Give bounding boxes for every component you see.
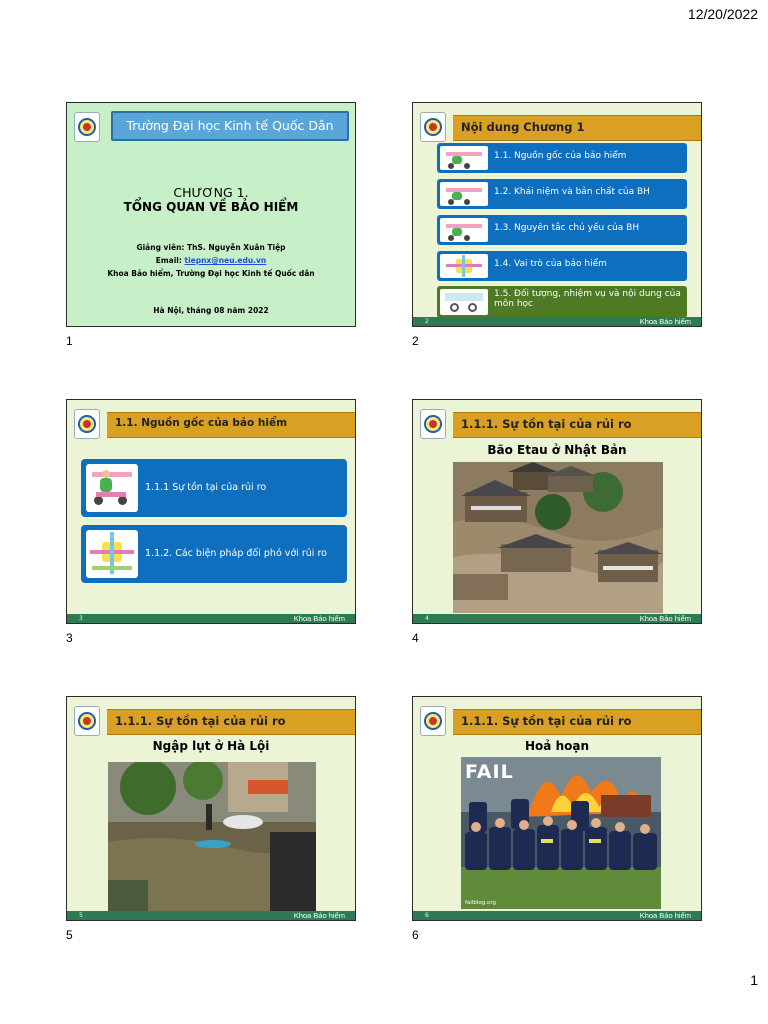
- scooter-icon: [440, 146, 488, 170]
- footer-slide-no: 5: [79, 912, 83, 919]
- footer-label: Khoa Bảo hiểm: [639, 911, 691, 920]
- menu-item-1-5[interactable]: [437, 286, 687, 318]
- menu-label: 1.1. Nguồn gốc của bảo hiểm: [494, 151, 627, 161]
- menu-item-1-4[interactable]: [437, 251, 687, 281]
- image-caption: Ngập lụt ở Hà Lội: [152, 739, 270, 753]
- heading-bar: [453, 709, 701, 735]
- university-logo: [420, 706, 446, 736]
- department: Khoa Bảo hiểm, Trường Đại học Kinh tế Quốc dân: [107, 269, 315, 278]
- footer-slide-no: 3: [79, 615, 83, 622]
- scooter-icon: [86, 464, 138, 512]
- slide-heading: 1.1.1. Sự tồn tại của rủi ro: [461, 417, 632, 431]
- menu-label: 1.2. Khái niệm và bản chất của BH: [494, 187, 650, 197]
- university-logo: [420, 112, 446, 142]
- slide-heading: 1.1. Nguồn gốc của bảo hiểm: [115, 417, 288, 429]
- slide-footer: [413, 911, 701, 920]
- slide-footer: [67, 614, 355, 623]
- university-logo: [74, 706, 100, 736]
- section-item-1-1-2[interactable]: [81, 525, 347, 583]
- slide-footer: [413, 317, 701, 326]
- fire-photo: [461, 757, 661, 909]
- footer-label: Khoa Bảo hiểm: [293, 911, 345, 920]
- flooded-street-illustration: [108, 762, 316, 912]
- image-caption: Hoả hoạn: [525, 739, 589, 753]
- crayons-icon: [86, 530, 138, 578]
- chapter-title: TỔNG QUAN VỀ BẢO HIỂM: [123, 200, 299, 214]
- university-logo: [74, 409, 100, 439]
- email-link[interactable]: tiepnx@neu.edu.vn: [184, 256, 267, 265]
- print-date: 12/20/2022: [687, 6, 758, 22]
- slide-number-1: 1: [66, 334, 73, 348]
- lecturer: Giảng viên: ThS. Nguyễn Xuân Tiệp: [136, 243, 286, 252]
- slide-number-4: 4: [412, 631, 419, 645]
- menu-label: 1.3. Nguyên tắc chủ yếu của BH: [494, 223, 640, 233]
- slide-number-6: 6: [412, 928, 419, 942]
- slide-1[interactable]: [66, 102, 356, 327]
- menu-label: 1.5. Đối tượng, nhiệm vụ và nội dung của môn học: [494, 289, 681, 309]
- section-item-1-1-1[interactable]: [81, 459, 347, 517]
- footer-label: Khoa Bảo hiểm: [293, 614, 345, 623]
- slide-footer: [413, 614, 701, 623]
- university-logo: [74, 112, 100, 142]
- heading-bar: [453, 115, 701, 141]
- footer-label: Khoa Bảo hiểm: [639, 614, 691, 623]
- crayons-icon: [440, 254, 488, 278]
- fail-caption: FAIL: [465, 761, 514, 783]
- slide-number-3: 3: [66, 631, 73, 645]
- chapter-label: CHƯƠNG 1.: [173, 185, 249, 200]
- university-logo: [420, 409, 446, 439]
- section-label: 1.1.1 Sự tồn tại của rủi ro: [145, 482, 267, 493]
- watermark: failblog.org: [465, 900, 497, 906]
- scooter-icon: [440, 218, 488, 242]
- university-banner: [111, 111, 349, 141]
- slide-heading: 1.1.1. Sự tồn tại của rủi ro: [115, 714, 286, 728]
- slide-number-2: 2: [412, 334, 419, 348]
- email-label: Email:: [155, 256, 185, 265]
- slide-heading: 1.1.1. Sự tồn tại của rủi ro: [461, 714, 632, 728]
- slide-number-5: 5: [66, 928, 73, 942]
- menu-item-1-1[interactable]: [437, 143, 687, 173]
- section-label: 1.1.2. Các biện pháp đối phó với rủi ro: [145, 548, 327, 559]
- flood-houses-illustration: [453, 462, 663, 613]
- footer-label: Khoa Bảo hiểm: [639, 317, 691, 326]
- email-line: [67, 256, 355, 265]
- heading-bar: [453, 412, 701, 438]
- slide-2[interactable]: [412, 102, 702, 327]
- slide-4[interactable]: [412, 399, 702, 624]
- flood-photo: [108, 762, 316, 912]
- slide-5[interactable]: [66, 696, 356, 921]
- heading-bar: [107, 412, 355, 438]
- menu-label: 1.4. Vai trò của bảo hiểm: [494, 259, 607, 269]
- heading-bar: [107, 709, 355, 735]
- typhoon-photo: [453, 462, 663, 613]
- slide-footer: [67, 911, 355, 920]
- bicycle-icon: [440, 289, 488, 315]
- menu-item-1-2[interactable]: [437, 179, 687, 209]
- menu-item-1-3[interactable]: [437, 215, 687, 245]
- university-name: Trường Đại học Kinh tế Quốc Dân: [126, 118, 334, 133]
- footer-slide-no: 4: [425, 615, 429, 622]
- slide-3[interactable]: [66, 399, 356, 624]
- image-caption: Bão Etau ở Nhật Bản: [487, 443, 627, 457]
- footer-slide-no: 2: [425, 318, 429, 325]
- slide-6[interactable]: [412, 696, 702, 921]
- page-number: 1: [750, 972, 758, 988]
- slide-heading: Nội dung Chương 1: [461, 120, 585, 134]
- scooter-icon: [440, 182, 488, 206]
- footer-slide-no: 6: [425, 912, 429, 919]
- place-date: Hà Nội, tháng 08 năm 2022: [153, 306, 269, 315]
